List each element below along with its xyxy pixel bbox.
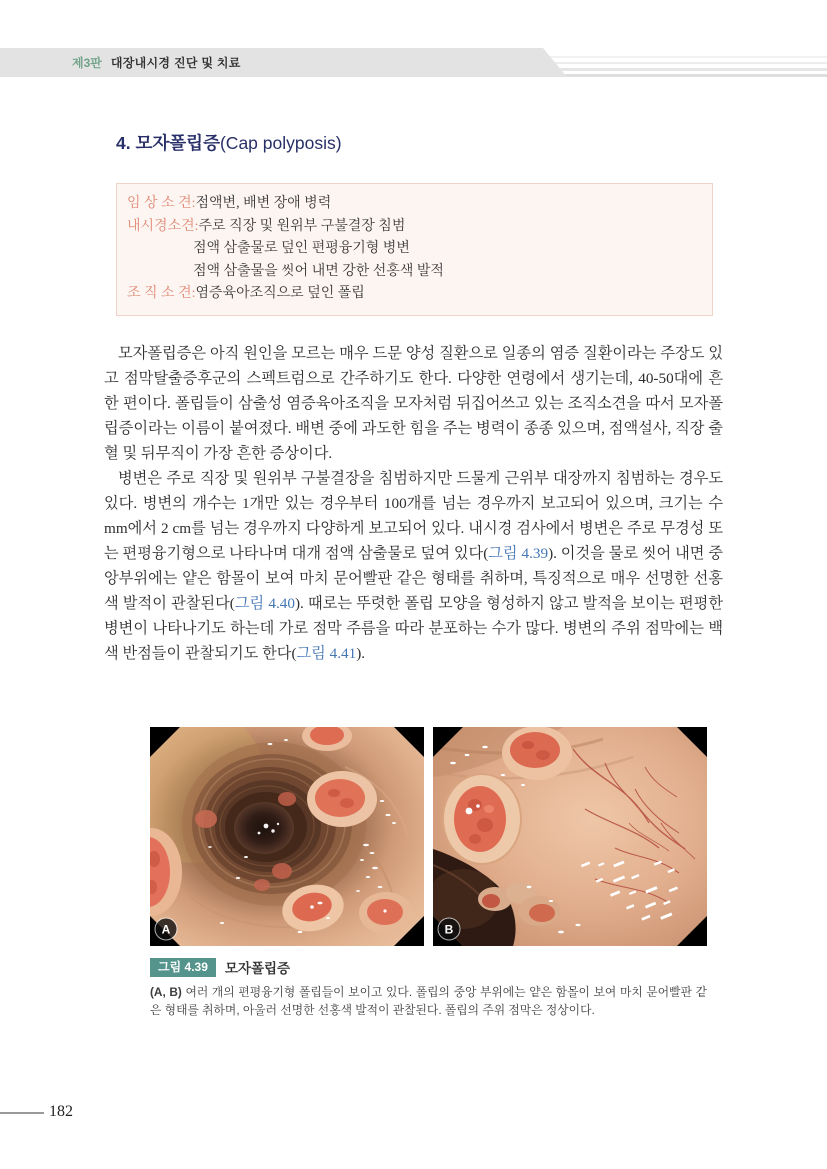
body-text <box>104 341 723 666</box>
section-number-title: 4. 모자폴립증 <box>116 133 220 153</box>
section-title <box>116 130 342 155</box>
findings-label <box>127 261 193 284</box>
endoscope-field <box>150 727 424 946</box>
header-stripes <box>520 55 827 79</box>
endoscopy-photo-b <box>433 727 707 946</box>
figure-images <box>150 727 707 946</box>
figure-caption-tag: 그림 4.39 <box>150 958 216 977</box>
findings-label: 조 직 소 견: <box>127 286 196 301</box>
findings-label: 임 상 소 견: <box>127 196 196 211</box>
text-segment: ). 이것을 물로 씻어 내면 중앙부위에는 얕은 함몰이 보여 마치 문어빨판 같은 형태를 취하며, 특징적으로 매우 선명한 선홍색 발적이 관찰된다( <box>104 545 723 612</box>
findings-text: 주로 직장 및 원위부 구불결장 침범 <box>198 218 406 234</box>
figure-caption-body: 여러 개의 편평융기형 폴립들이 보이고 있다. 폴립의 중앙 부위에는 얕은 함몰이 보여 마치 문어빨판 같은 형태를 취하며, 아울러 선명한 선홍색 발적이 관찰된다. 폴립의 주위 점막은 정상이다. <box>150 985 708 1017</box>
findings-row <box>127 261 700 284</box>
figure-caption-text <box>150 984 707 1019</box>
findings-label <box>127 238 193 261</box>
svg-text:A: A <box>161 922 171 937</box>
findings-text: 점액 삼출물을 씻어 내면 강한 선홍색 발적 <box>193 263 444 279</box>
text-segment: ). 때로는 뚜렷한 폴립 모양을 형성하지 않고 발적을 보이는 편평한 병변이 나타나기도 하는데 가로 점막 주름을 따라 분포하는 수가 많다. 병변의 주위 점막에는 백색 반점들이 관찰되기도 한다( <box>104 595 724 662</box>
figure-caption-prefix: (A, B) <box>150 985 182 999</box>
footer-rule <box>0 1112 44 1114</box>
findings-box <box>116 183 713 316</box>
endoscopy-photo-a <box>150 727 424 946</box>
section-latin-title: (Cap polyposis) <box>219 133 342 153</box>
figure-reference: 그림 4.41 <box>296 645 357 662</box>
svg-text:B: B <box>444 922 454 937</box>
findings-row <box>127 238 700 261</box>
figure-caption-title: 모자폴립증 <box>224 961 291 976</box>
findings-row <box>127 283 700 306</box>
findings-text: 점액변, 배변 장애 병력 <box>195 196 332 211</box>
findings-label: 내시경소견: <box>127 218 199 234</box>
findings-row <box>127 193 700 216</box>
figure-caption-header <box>150 957 707 977</box>
findings-text: 염증육아조직으로 덮인 폴립 <box>195 286 365 301</box>
panel-label-b <box>438 918 460 940</box>
figure-reference: 그림 4.39 <box>488 545 549 562</box>
body-paragraph-1 <box>104 341 723 466</box>
body-paragraph-2 <box>104 466 723 666</box>
page-number: 182 <box>49 1103 73 1120</box>
text-segment: 모자폴립증은 아직 원인을 모르는 매우 드문 양성 질환으로 일종의 염증 질환이라는 주장도 있고 점막탈출증후군의 스펙트럼으로 간주하기도 한다. 다양한 연령에서 생기는데, 40-50대에 흔한 편이다. 폴립들이 삼출성 염증육아조직을 모자처럼 뒤집어쓰고 있는 조직소견을 따서 모자폴립증이라는 이름이 붙여졌다. 배변 중에 과도한 힘을 주는 병력이 종종 있으며, 점액설사, 직장 출혈 및 뒤무직이 가장 흔한 증상이다. <box>104 345 723 462</box>
panel-label-a <box>155 918 177 940</box>
book-title: 대장내시경 진단 및 치료 <box>110 56 241 70</box>
figure-4-39 <box>150 727 707 1019</box>
text-segment: 병변은 주로 직장 및 원위부 구불결장을 침범하지만 드물게 근위부 대장까지 침범하는 경우도 있다. 병변의 개수는 1개만 있는 경우부터 100개를 넘는 경우까지 보고되어 있으며, 크기는 수 mm에서 2 cm를 넘는 경우까지 다양하게 보고되어 있다. 내시경 검사에서 병변은 주로 무경성 또는 편평융기형으로 나타나며 대개 점액 삼출물로 덮여 있다( <box>104 470 723 562</box>
findings-row <box>127 216 700 239</box>
figure-reference: 그림 4.40 <box>234 595 295 612</box>
text-segment: ). <box>356 645 366 662</box>
findings-text: 점액 삼출물로 덮인 편평융기형 병변 <box>193 241 410 256</box>
edition-label: 제3판 <box>72 56 102 70</box>
endoscope-field <box>433 727 707 946</box>
page-header <box>72 48 241 77</box>
